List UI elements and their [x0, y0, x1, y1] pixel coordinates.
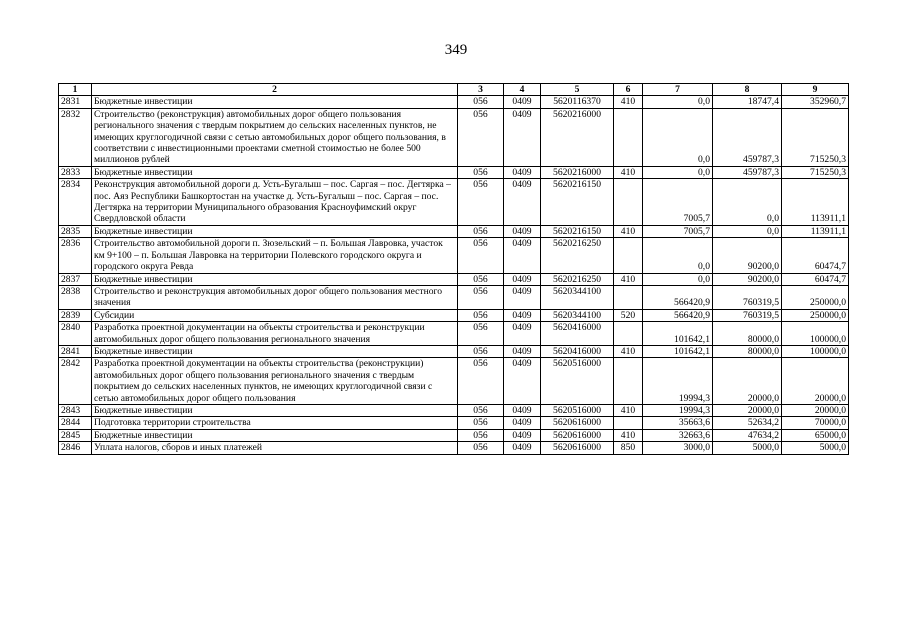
amount-col8-cell: 52634,2	[713, 417, 782, 429]
section-code-cell: 0409	[504, 225, 541, 237]
amount-col7-cell: 0,0	[643, 273, 713, 285]
ministry-code-cell: 056	[458, 273, 504, 285]
amount-col7-cell: 101642,1	[643, 345, 713, 357]
ministry-code-cell: 056	[458, 358, 504, 405]
expense-type-cell: 850	[614, 442, 643, 454]
table-row	[59, 417, 849, 429]
target-article-cell: 5620616000	[541, 442, 614, 454]
amount-col9-cell: 70000,0	[782, 417, 849, 429]
amount-col8-cell: 20000,0	[713, 358, 782, 405]
section-code-cell: 0409	[504, 238, 541, 273]
page-number: 349	[444, 42, 468, 58]
row-number-cell: 2832	[59, 108, 92, 166]
amount-col9-cell: 250000,0	[782, 285, 849, 309]
table-row	[59, 345, 849, 357]
ministry-code-cell: 056	[458, 225, 504, 237]
row-number-cell: 2837	[59, 273, 92, 285]
description-cell: Субсидии	[92, 309, 458, 321]
amount-col7-cell: 7005,7	[643, 225, 713, 237]
expense-type-cell	[614, 108, 643, 166]
column-header: 1	[59, 84, 92, 96]
description-cell: Строительство (реконструкция) автомобильных дорог общего пользования регионального значения с твердым покрытием до сельских населенных пунктов, не имеющих круглогодичной связи с сетью автомобильных дорог общего пользования, в соответствии с инвестиционными проектами сметной стоимостью не более 500 миллионов рублей	[92, 108, 458, 166]
amount-col7-cell: 32663,6	[643, 429, 713, 441]
row-number-cell: 2834	[59, 179, 92, 226]
target-article-cell: 5620616000	[541, 417, 614, 429]
expense-type-cell: 410	[614, 345, 643, 357]
amount-col7-cell: 101642,1	[643, 322, 713, 346]
section-code-cell: 0409	[504, 166, 541, 178]
column-header: 4	[504, 84, 541, 96]
amount-col8-cell: 760319,5	[713, 285, 782, 309]
amount-col8-cell: 47634,2	[713, 429, 782, 441]
amount-col8-cell: 80000,0	[713, 322, 782, 346]
header-row	[59, 84, 849, 96]
table-row	[59, 322, 849, 346]
amount-col7-cell: 19994,3	[643, 404, 713, 416]
amount-col7-cell: 0,0	[643, 108, 713, 166]
description-cell: Бюджетные инвестиции	[92, 225, 458, 237]
amount-col8-cell: 0,0	[713, 225, 782, 237]
amount-col8-cell: 760319,5	[713, 309, 782, 321]
expense-type-cell: 410	[614, 404, 643, 416]
row-number-cell: 2833	[59, 166, 92, 178]
amount-col7-cell: 566420,9	[643, 309, 713, 321]
ministry-code-cell: 056	[458, 166, 504, 178]
amount-col7-cell: 0,0	[643, 96, 713, 108]
table-row	[59, 166, 849, 178]
ministry-code-cell: 056	[458, 442, 504, 454]
amount-col8-cell: 0,0	[713, 179, 782, 226]
row-number-cell: 2842	[59, 358, 92, 405]
expense-type-cell: 410	[614, 225, 643, 237]
target-article-cell: 5620344100	[541, 309, 614, 321]
expense-type-cell: 410	[614, 273, 643, 285]
section-code-cell: 0409	[504, 429, 541, 441]
column-header: 9	[782, 84, 849, 96]
table-row	[59, 108, 849, 166]
description-cell: Реконструкция автомобильной дороги д. Усть-Бугалыш – пос. Саргая – пос. Дегтярка – пос. Аяз Республики Башкортостан на участке д. Усть-Бугалыш – пос. Саргая – пос. Дегтярка на территории Муниципального образования Красноуфимский округ Свердловской области	[92, 179, 458, 226]
description-cell: Строительство и реконструкция автомобильных дорог общего пользования местного значения	[92, 285, 458, 309]
target-article-cell: 5620344100	[541, 285, 614, 309]
amount-col9-cell: 113911,1	[782, 225, 849, 237]
target-article-cell: 5620216250	[541, 273, 614, 285]
target-article-cell: 5620616000	[541, 429, 614, 441]
section-code-cell: 0409	[504, 273, 541, 285]
amount-col9-cell: 715250,3	[782, 166, 849, 178]
amount-col9-cell: 715250,3	[782, 108, 849, 166]
section-code-cell: 0409	[504, 322, 541, 346]
amount-col8-cell: 80000,0	[713, 345, 782, 357]
section-code-cell: 0409	[504, 345, 541, 357]
amount-col9-cell: 20000,0	[782, 404, 849, 416]
expense-type-cell: 520	[614, 309, 643, 321]
amount-col7-cell: 0,0	[643, 238, 713, 273]
expense-type-cell: 410	[614, 429, 643, 441]
amount-col8-cell: 20000,0	[713, 404, 782, 416]
ministry-code-cell: 056	[458, 429, 504, 441]
description-cell: Бюджетные инвестиции	[92, 429, 458, 441]
target-article-cell: 5620116370	[541, 96, 614, 108]
table-row	[59, 179, 849, 226]
ministry-code-cell: 056	[458, 238, 504, 273]
section-code-cell: 0409	[504, 179, 541, 226]
description-cell: Разработка проектной документации на объекты строительства (реконструкции) автомобильных дорог общего пользования регионального значения с твердым покрытием до сельских населенных пунктов, не имеющих круглогодичной связи с сетью автомобильных дорог общего пользования	[92, 358, 458, 405]
row-number-cell: 2845	[59, 429, 92, 441]
ministry-code-cell: 056	[458, 345, 504, 357]
ministry-code-cell: 056	[458, 108, 504, 166]
ministry-code-cell: 056	[458, 285, 504, 309]
row-number-cell: 2836	[59, 238, 92, 273]
ministry-code-cell: 056	[458, 417, 504, 429]
amount-col7-cell: 19994,3	[643, 358, 713, 405]
amount-col8-cell: 5000,0	[713, 442, 782, 454]
table-row	[59, 273, 849, 285]
target-article-cell: 5620216150	[541, 225, 614, 237]
target-article-cell: 5620216150	[541, 179, 614, 226]
section-code-cell: 0409	[504, 309, 541, 321]
amount-col9-cell: 60474,7	[782, 238, 849, 273]
table-row	[59, 429, 849, 441]
section-code-cell: 0409	[504, 108, 541, 166]
target-article-cell: 5620216000	[541, 166, 614, 178]
amount-col9-cell: 5000,0	[782, 442, 849, 454]
target-article-cell: 5620416000	[541, 345, 614, 357]
table-row	[59, 238, 849, 273]
description-cell: Строительство автомобильной дороги п. Зюзельский – п. Большая Лавровка, участок км 9+100 – п. Большая Лавровка на территории Полевского городского округа и городского округа Ревда	[92, 238, 458, 273]
target-article-cell: 5620216000	[541, 108, 614, 166]
ministry-code-cell: 056	[458, 309, 504, 321]
section-code-cell: 0409	[504, 96, 541, 108]
section-code-cell: 0409	[504, 358, 541, 405]
column-header: 2	[92, 84, 458, 96]
column-header: 3	[458, 84, 504, 96]
expense-type-cell	[614, 358, 643, 405]
table-row	[59, 404, 849, 416]
column-header: 6	[614, 84, 643, 96]
amount-col7-cell: 35663,6	[643, 417, 713, 429]
row-number-cell: 2838	[59, 285, 92, 309]
row-number-cell: 2835	[59, 225, 92, 237]
amount-col9-cell: 352960,7	[782, 96, 849, 108]
section-code-cell: 0409	[504, 417, 541, 429]
table-row	[59, 358, 849, 405]
row-number-cell: 2844	[59, 417, 92, 429]
section-code-cell: 0409	[504, 442, 541, 454]
ministry-code-cell: 056	[458, 322, 504, 346]
budget-table	[58, 83, 849, 455]
column-header: 5	[541, 84, 614, 96]
expense-type-cell	[614, 238, 643, 273]
column-header: 7	[643, 84, 713, 96]
target-article-cell: 5620216250	[541, 238, 614, 273]
row-number-cell: 2839	[59, 309, 92, 321]
amount-col8-cell: 90200,0	[713, 238, 782, 273]
description-cell: Бюджетные инвестиции	[92, 345, 458, 357]
table-row	[59, 225, 849, 237]
ministry-code-cell: 056	[458, 404, 504, 416]
amount-col9-cell: 100000,0	[782, 345, 849, 357]
table-row	[59, 285, 849, 309]
description-cell: Бюджетные инвестиции	[92, 96, 458, 108]
amount-col9-cell: 250000,0	[782, 309, 849, 321]
section-code-cell: 0409	[504, 285, 541, 309]
target-article-cell: 5620416000	[541, 322, 614, 346]
expense-type-cell	[614, 322, 643, 346]
amount-col9-cell: 100000,0	[782, 322, 849, 346]
ministry-code-cell: 056	[458, 179, 504, 226]
amount-col8-cell: 459787,3	[713, 166, 782, 178]
table-row	[59, 96, 849, 108]
row-number-cell: 2846	[59, 442, 92, 454]
expense-type-cell	[614, 285, 643, 309]
table-row	[59, 442, 849, 454]
description-cell: Бюджетные инвестиции	[92, 166, 458, 178]
amount-col7-cell: 566420,9	[643, 285, 713, 309]
amount-col7-cell: 0,0	[643, 166, 713, 178]
amount-col7-cell: 3000,0	[643, 442, 713, 454]
amount-col8-cell: 459787,3	[713, 108, 782, 166]
amount-col9-cell: 60474,7	[782, 273, 849, 285]
description-cell: Уплата налогов, сборов и иных платежей	[92, 442, 458, 454]
expense-type-cell	[614, 417, 643, 429]
target-article-cell: 5620516000	[541, 404, 614, 416]
amount-col7-cell: 7005,7	[643, 179, 713, 226]
expense-type-cell: 410	[614, 166, 643, 178]
amount-col8-cell: 90200,0	[713, 273, 782, 285]
section-code-cell: 0409	[504, 404, 541, 416]
description-cell: Бюджетные инвестиции	[92, 404, 458, 416]
amount-col9-cell: 65000,0	[782, 429, 849, 441]
row-number-cell: 2841	[59, 345, 92, 357]
amount-col9-cell: 113911,1	[782, 179, 849, 226]
target-article-cell: 5620516000	[541, 358, 614, 405]
table-row	[59, 309, 849, 321]
expense-type-cell	[614, 179, 643, 226]
row-number-cell: 2840	[59, 322, 92, 346]
amount-col9-cell: 20000,0	[782, 358, 849, 405]
column-header: 8	[713, 84, 782, 96]
row-number-cell: 2843	[59, 404, 92, 416]
amount-col8-cell: 18747,4	[713, 96, 782, 108]
description-cell: Разработка проектной документации на объекты строительства и реконструкции автомобильных дорог общего пользования регионального значения	[92, 322, 458, 346]
expense-type-cell: 410	[614, 96, 643, 108]
ministry-code-cell: 056	[458, 96, 504, 108]
row-number-cell: 2831	[59, 96, 92, 108]
description-cell: Бюджетные инвестиции	[92, 273, 458, 285]
description-cell: Подготовка территории строительства	[92, 417, 458, 429]
